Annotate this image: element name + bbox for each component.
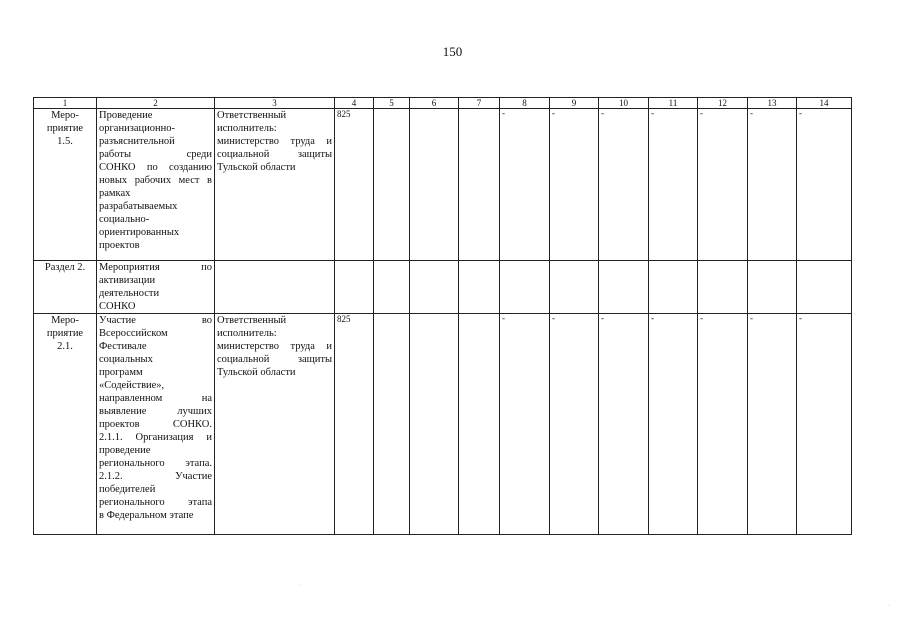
scan-speck: ·	[300, 582, 302, 588]
value-cell: -	[599, 314, 649, 535]
cell-line: министерство труда и	[217, 136, 332, 147]
code-cell: 825	[335, 109, 374, 261]
cell-line: исполнитель:	[217, 123, 277, 134]
cell-line: направленном на	[99, 393, 212, 404]
value-cell: -	[698, 109, 748, 261]
cell-line: 2.1.	[57, 341, 73, 352]
empty-cell	[410, 261, 459, 314]
column-header: 10	[599, 98, 649, 109]
empty-cell	[374, 109, 410, 261]
cell-line: социально-	[99, 214, 150, 225]
cell-line: новых рабочих мест в	[99, 175, 212, 186]
cell-line: проведение	[99, 445, 151, 456]
cell-line: регионального этапа	[99, 497, 212, 508]
column-header: 12	[698, 98, 748, 109]
description-cell	[97, 261, 215, 314]
value-cell	[649, 261, 698, 314]
responsible-cell	[215, 261, 335, 314]
value-cell: -	[698, 314, 748, 535]
table-row	[34, 109, 852, 261]
page-number: 150	[442, 44, 463, 59]
column-header: 2	[97, 98, 215, 109]
cell-line: выявление лучших	[99, 406, 212, 417]
description-cell	[97, 109, 215, 261]
description-cell	[97, 314, 215, 535]
cell-line: Меро-	[51, 315, 79, 326]
column-header: 5	[374, 98, 410, 109]
row-label-cell	[34, 314, 97, 535]
column-header: 9	[550, 98, 599, 109]
cell-line: программ	[99, 367, 143, 378]
cell-line: министерство труда и	[217, 341, 332, 352]
cell-line: победителей	[99, 484, 156, 495]
empty-cell	[459, 261, 500, 314]
column-header: 4	[335, 98, 374, 109]
cell-line: 1.5.	[57, 136, 73, 147]
cell-line: ориентированных	[99, 227, 180, 238]
value-cell: -	[500, 109, 550, 261]
value-cell	[599, 261, 649, 314]
cell-line: СОНКО по созданию	[99, 162, 212, 173]
cell-line: социальной защиты	[217, 149, 332, 160]
empty-cell	[410, 109, 459, 261]
column-header: 14	[797, 98, 852, 109]
cell-line: Мероприятия по	[99, 262, 212, 273]
column-header: 6	[410, 98, 459, 109]
value-cell: -	[748, 314, 797, 535]
cell-line: Меро-	[51, 110, 79, 121]
value-cell: -	[550, 314, 599, 535]
empty-cell	[374, 261, 410, 314]
cell-line: Фестивале	[99, 341, 147, 352]
cell-line: разрабатываемых	[99, 201, 178, 212]
row-label-cell	[34, 109, 97, 261]
column-header: 1	[34, 98, 97, 109]
value-cell	[500, 261, 550, 314]
cell-line: СОНКО	[99, 301, 136, 312]
empty-cell	[410, 314, 459, 535]
value-cell: -	[797, 109, 852, 261]
value-cell: -	[649, 109, 698, 261]
column-header: 11	[649, 98, 698, 109]
value-cell: -	[649, 314, 698, 535]
column-header: 13	[748, 98, 797, 109]
cell-line: приятие	[46, 328, 84, 339]
value-cell	[550, 261, 599, 314]
cell-line: 2.1.1. Организация и	[99, 432, 212, 443]
value-cell	[748, 261, 797, 314]
empty-cell	[459, 109, 500, 261]
cell-line: 2.1.2. Участие	[99, 471, 212, 482]
cell-line: приятие	[46, 123, 84, 134]
cell-line: деятельности	[99, 288, 160, 299]
empty-cell	[374, 314, 410, 535]
scan-speck: ·	[888, 603, 890, 609]
cell-line: социальной защиты	[217, 354, 332, 365]
value-cell: -	[599, 109, 649, 261]
cell-line: Раздел 2.	[44, 262, 86, 273]
responsible-cell	[215, 109, 335, 261]
value-cell: -	[748, 109, 797, 261]
table-row	[34, 261, 852, 314]
cell-line: исполнитель:	[217, 328, 277, 339]
value-cell: -	[550, 109, 599, 261]
cell-line: рамках	[99, 188, 131, 199]
empty-cell	[459, 314, 500, 535]
cell-line: Ответственный	[217, 315, 287, 326]
cell-line: Участие во	[99, 315, 212, 326]
column-header: 8	[500, 98, 550, 109]
cell-line: «Содействие»,	[99, 380, 165, 391]
cell-line: Всероссийском	[99, 328, 168, 339]
cell-line: работы среди	[99, 149, 212, 160]
responsible-cell	[215, 314, 335, 535]
value-cell	[797, 261, 852, 314]
cell-line: регионального этапа.	[99, 458, 212, 469]
cell-line: проектов СОНКО.	[99, 419, 212, 430]
table-row	[34, 314, 852, 535]
cell-line: Проведение	[99, 110, 153, 121]
column-header: 3	[215, 98, 335, 109]
cell-line: Тульской области	[217, 162, 296, 173]
cell-line: проектов	[99, 240, 140, 251]
program-table	[33, 97, 852, 535]
header-row	[34, 98, 852, 109]
cell-line: активизации	[99, 275, 156, 286]
cell-line: Тульской области	[217, 367, 296, 378]
cell-line: в Федеральном этапе	[99, 510, 194, 521]
code-cell: 825	[335, 314, 374, 535]
value-cell: -	[797, 314, 852, 535]
cell-line: Ответственный	[217, 110, 287, 121]
value-cell	[698, 261, 748, 314]
cell-line: социальных	[99, 354, 153, 365]
code-cell	[335, 261, 374, 314]
row-label-cell	[34, 261, 97, 314]
cell-line: разъяснительной	[99, 136, 175, 147]
value-cell: -	[500, 314, 550, 535]
column-header: 7	[459, 98, 500, 109]
cell-line: организационно-	[99, 123, 175, 134]
